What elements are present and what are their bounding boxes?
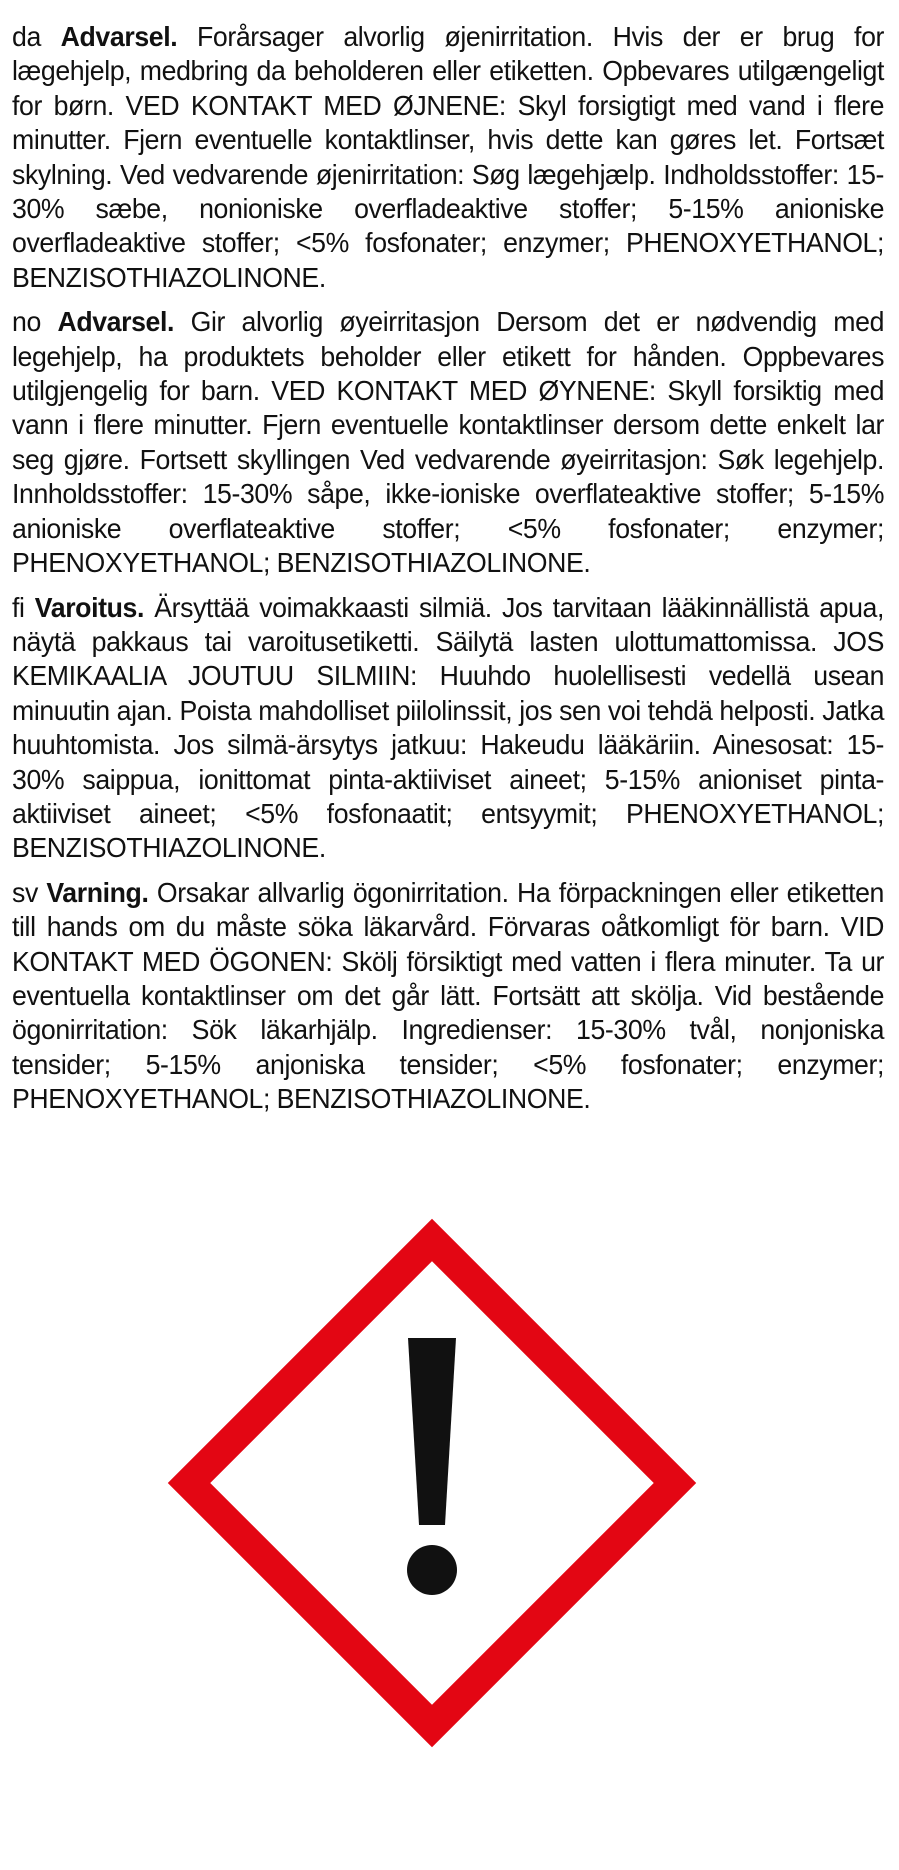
hazard-label-text [12,20,884,1127]
signal-word: Advarsel. [60,21,178,52]
exclamation-stem [408,1338,456,1525]
section-sv [12,876,884,1117]
language-code: no [12,306,41,338]
section-no [12,305,884,580]
hazard-statement: Forårsager alvorlig øjenirritation. Hvis der er brug for lægehjelp, medbring da beholderen eller etiketten. Opbevares utilgængeligt for børn. VED KONTAKT MED ØJNENE: Skyl forsigtigt med vand i flere minutter. Fjern eventuelle kontaktlinser, hvis dette kan gøres let. Fortsæt skylning. Ved vedvarende øjenirritation: Søg lægehjælp. Indholdsstoffer: 15-30% sæbe, nonioniske overfladeaktive stoffer; 5-15% anioniske overfladeaktive stoffer; <5% fosfonater; enzymer; PHENOXYETHANOL; BENZISOTHIAZOLINONE. [12,21,885,293]
signal-word: Varning. [46,876,149,908]
section-fi [12,591,884,866]
language-code: fi [12,591,25,623]
hazard-statement: Orsakar allvarlig ögonirritation. Ha förpackningen eller etiketten till hands om du måste söka läkarvård. Förvaras oåtkomligt för barn. VID KONTAKT MED ÖGONEN: Skölj försiktigt med vatten i flera minuter. Ta ur eventuella kontaktlinser om det går lätt. Fortsätt att skölja. Vid bestående ögonirritation: Sök läkarhjälp. Ingredienser: 15-30% tvål, nonjoniska tensider; 5-15% anjoniska tensider; <5% fosfonater; enzymer; PHENOXYETHANOL; BENZISOTHIAZOLINONE. [12,876,885,1115]
signal-word: Varoitus. [34,591,144,623]
hazard-statement: Ärsyttää voimakkaasti silmiä. Jos tarvitaan lääkinnällistä apua, näytä pakkaus tai varoitusetiketti. Säilytä lasten ulottumattomissa. JOS KEMIKAALIA JOUTUU SILMIIN: Huuhdo huolellisesti vedellä usean minuutin ajan. Poista mahdolliset piilolinssit, jos sen voi tehdä helposti. Jatka huuhtomista. Jos silmä-ärsytys jatkuu: Hakeudu lääkäriin. Ainesosat: 15-30% saippua, ionittomat pinta-aktiiviset aineet; 5-15% anioniset pinta-aktiiviset aineet; <5% fosfonaatit; entsyymit; PHENOXYETHANOL; BENZISOTHIAZOLINONE. [12,591,885,864]
pictogram-diamond-border [189,1240,675,1726]
exclamation-dot [407,1545,457,1595]
section-da [12,20,884,295]
language-code: sv [12,876,38,908]
hazard-statement: Gir alvorlig øyeirritasjon Dersom det er nødvendig med legehjelp, ha produktets beholder eller etikett for hånden. Oppbevares utilgjengelig for barn. VED KONTAKT MED ØYNENE: Skyll forsiktig med vann i flere minutter. Fjern eventuelle kontaktlinser dersom dette enkelt lar seg gjøre. Fortsett skyllingen Ved vedvarende øyeirritasjon: Søk legehjelp. Innholdsstoffer: 15-30% såpe, ikke-ioniske overflateaktive stoffer; 5-15% anioniske overflateaktive stoffer; <5% fosfonater; enzymer; PHENOXYETHANOL; BENZISOTHIAZOLINONE. [12,306,885,579]
language-code: da [12,21,41,52]
signal-word: Advarsel. [57,306,175,338]
